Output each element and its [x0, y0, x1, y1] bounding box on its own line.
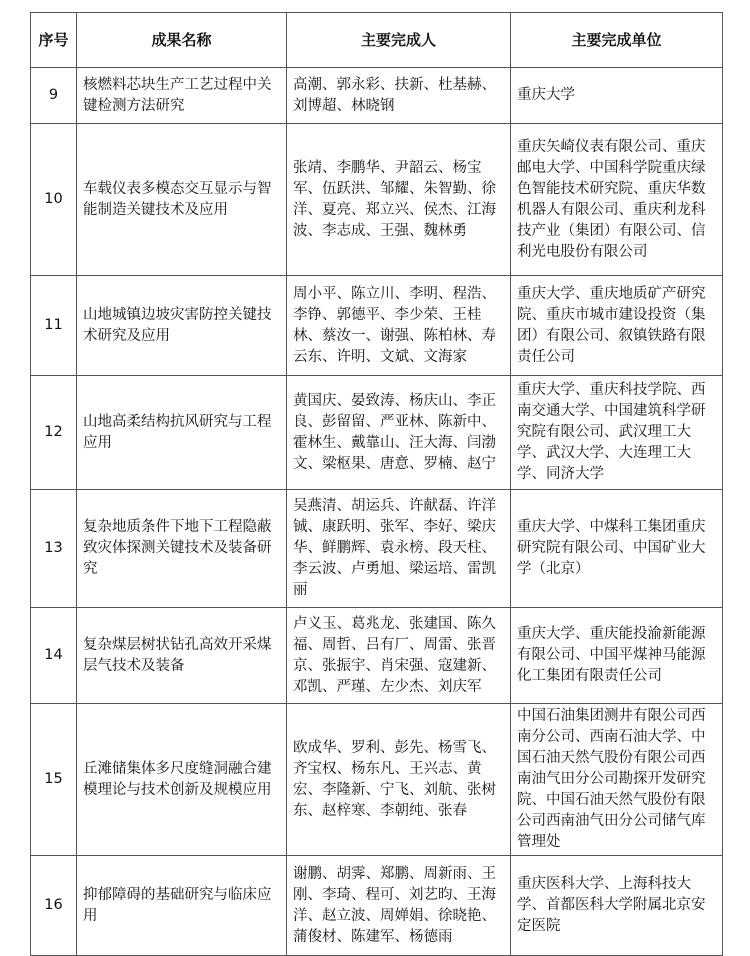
cell-unit: 重庆大学、重庆能投渝新能源有限公司、中国平煤神马能源化工集团有限责任公司: [511, 608, 723, 704]
cell-people: 卢义玉、葛兆龙、张建国、陈久福、周哲、吕有厂、周雷、张晋京、张振宇、肖宋强、寇建新、邓凯、严瑾、左少杰、刘庆军: [287, 608, 511, 704]
cell-unit: 中国石油集团测井有限公司西南分公司、西南石油大学、中国石油天然气股份有限公司西南油气田分公司勘探开发研究院、中国石油天然气股份有限公司西南油气田分公司储气库管理处: [511, 704, 723, 856]
table-header-row: [31, 13, 723, 68]
cell-people: 张靖、李鹏华、尹韶云、杨宝军、伍跃洪、邹耀、朱智勤、徐洋、夏亮、郑立兴、侯杰、江海波、李志成、王强、魏林勇: [287, 124, 511, 276]
header-people: 主要完成人: [287, 13, 511, 68]
cell-seq: 13: [31, 490, 77, 608]
table-row: [31, 704, 723, 856]
cell-name: 丘滩储集体多尺度缝洞融合建模理论与技术创新及规模应用: [77, 704, 287, 856]
cell-seq: 9: [31, 68, 77, 124]
header-seq: 序号: [31, 13, 77, 68]
table-row: [31, 124, 723, 276]
header-name: 成果名称: [77, 13, 287, 68]
header-unit: 主要完成单位: [511, 13, 723, 68]
cell-people: 高潮、郭永彩、扶新、杜基赫、刘博超、林晓钢: [287, 68, 511, 124]
cell-people: 黄国庆、晏致涛、杨庆山、李正良、彭留留、严亚林、陈新中、霍林生、戴靠山、汪大海、闫渤文、梁枢果、唐意、罗楠、赵宁: [287, 376, 511, 490]
cell-people: 吴燕清、胡运兵、许献磊、许洋铖、康跃明、张军、李好、梁庆华、鲜鹏辉、袁永榜、段天柱、李云波、卢勇旭、梁运培、雷凯丽: [287, 490, 511, 608]
cell-people: 谢鹏、胡霁、郑鹏、周新雨、王刚、李琦、程可、刘艺昀、王海洋、赵立波、周婵娟、徐晓艳、蒲俊材、陈建军、杨德雨: [287, 856, 511, 956]
cell-name: 复杂煤层树状钻孔高效开采煤层气技术及装备: [77, 608, 287, 704]
cell-name: 核燃料芯块生产工艺过程中关键检测方法研究: [77, 68, 287, 124]
cell-name: 抑郁障碍的基础研究与临床应用: [77, 856, 287, 956]
table-row: [31, 276, 723, 376]
table-row: [31, 608, 723, 704]
cell-seq: 11: [31, 276, 77, 376]
cell-seq: 10: [31, 124, 77, 276]
cell-seq: 12: [31, 376, 77, 490]
cell-name: 山地高柔结构抗风研究与工程应用: [77, 376, 287, 490]
cell-name: 山地城镇边坡灾害防控关键技术研究及应用: [77, 276, 287, 376]
cell-unit: 重庆矢崎仪表有限公司、重庆邮电大学、中国科学院重庆绿色智能技术研究院、重庆华数机器人有限公司、重庆利龙科技产业（集团）有限公司、信利光电股份有限公司: [511, 124, 723, 276]
awards-table: [30, 12, 723, 956]
cell-name: 复杂地质条件下地下工程隐蔽致灾体探测关键技术及装备研究: [77, 490, 287, 608]
cell-people: 周小平、陈立川、李明、程浩、李铮、郭德平、李少荣、王桂林、蔡汝一、谢强、陈柏林、寿云东、许明、文斌、文海家: [287, 276, 511, 376]
cell-unit: 重庆大学: [511, 68, 723, 124]
table-row: [31, 68, 723, 124]
cell-name: 车载仪表多模态交互显示与智能制造关键技术及应用: [77, 124, 287, 276]
cell-unit: 重庆大学、中煤科工集团重庆研究院有限公司、中国矿业大学（北京）: [511, 490, 723, 608]
cell-unit: 重庆医科大学、上海科技大学、首都医科大学附属北京安定医院: [511, 856, 723, 956]
cell-seq: 14: [31, 608, 77, 704]
cell-seq: 16: [31, 856, 77, 956]
table-row: [31, 856, 723, 956]
table-row: [31, 376, 723, 490]
table-row: [31, 490, 723, 608]
cell-unit: 重庆大学、重庆科技学院、西南交通大学、中国建筑科学研究院有限公司、武汉理工大学、武汉大学、大连理工大学、同济大学: [511, 376, 723, 490]
cell-seq: 15: [31, 704, 77, 856]
cell-unit: 重庆大学、重庆地质矿产研究院、重庆市城市建设投资（集团）有限公司、叙镇铁路有限责任公司: [511, 276, 723, 376]
cell-people: 欧成华、罗利、彭先、杨雪飞、齐宝权、杨东凡、王兴志、黄宏、李隆新、宁飞、刘航、张树东、赵梓寒、李朝纯、张春: [287, 704, 511, 856]
